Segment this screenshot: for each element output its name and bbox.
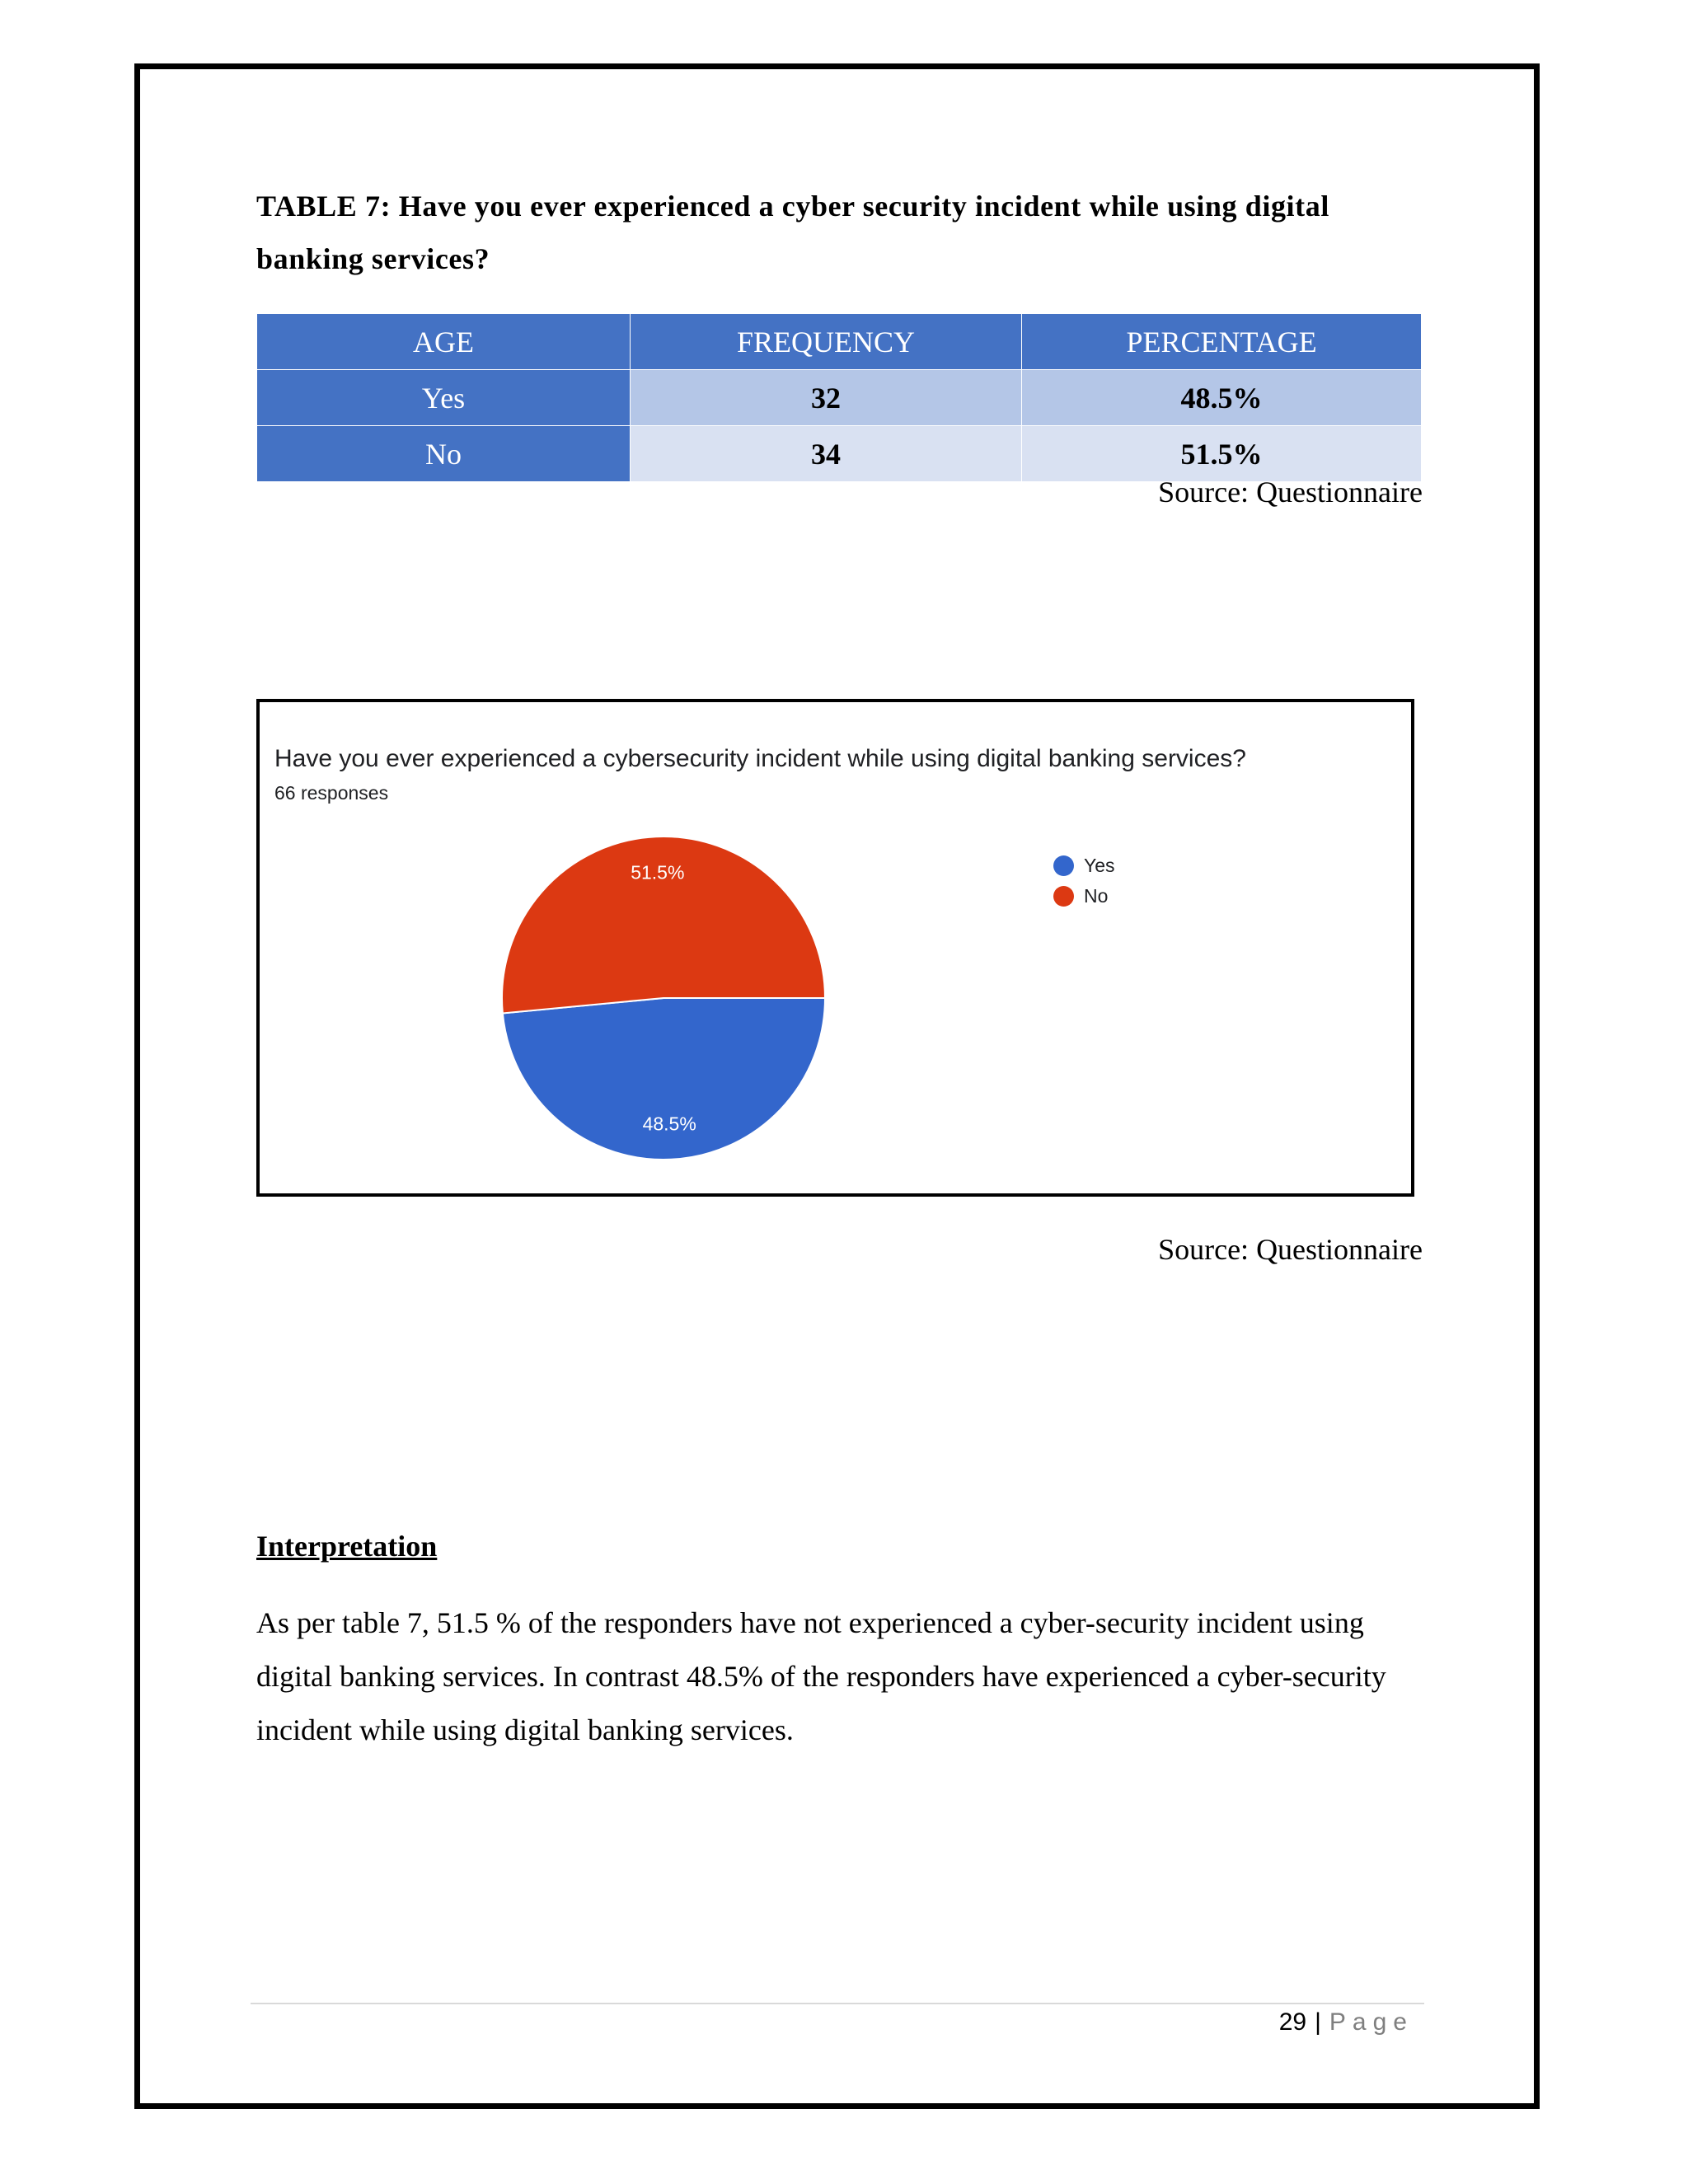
frequency-cell: 32 bbox=[631, 370, 1022, 426]
pie-slice-yes bbox=[503, 998, 825, 1160]
percentage-cell: 48.5% bbox=[1022, 370, 1422, 426]
header-percentage: PERCENTAGE bbox=[1022, 314, 1422, 370]
slice-label-yes: 48.5% bbox=[642, 1113, 696, 1135]
legend-label: No bbox=[1084, 885, 1109, 907]
legend-swatch bbox=[1053, 855, 1074, 876]
row-label: Yes bbox=[257, 370, 631, 426]
chart-source: Source: Questionnaire bbox=[1158, 1233, 1423, 1266]
page-word: Page bbox=[1329, 2008, 1414, 2036]
chart-subtitle: 66 responses bbox=[274, 782, 389, 804]
page-footer bbox=[1279, 2008, 1414, 2036]
footer-separator: | bbox=[1315, 2008, 1321, 2036]
footer-rule bbox=[251, 2003, 1424, 2004]
table-header-row bbox=[257, 314, 1422, 370]
slice-label-no: 51.5% bbox=[631, 861, 685, 883]
legend-label: Yes bbox=[1084, 855, 1115, 876]
table-row bbox=[257, 426, 1422, 482]
page-number: 29 bbox=[1278, 2008, 1307, 2036]
frequency-cell: 34 bbox=[631, 426, 1022, 482]
percentage-cell: 51.5% bbox=[1022, 426, 1422, 482]
chart-legend bbox=[1053, 851, 1115, 912]
row-label: No bbox=[257, 426, 631, 482]
chart-title: Have you ever experienced a cybersecurity incident while using digital banking services? bbox=[274, 745, 1246, 772]
header-age: AGE bbox=[257, 314, 631, 370]
legend-item-no bbox=[1053, 881, 1115, 912]
table-caption: TABLE 7: Have you ever experienced a cyber security incident while using digital banking services? bbox=[256, 190, 1329, 275]
pie-chart bbox=[260, 702, 1411, 1193]
legend-item-yes bbox=[1053, 851, 1115, 881]
legend-swatch bbox=[1053, 886, 1074, 907]
pie-chart-frame bbox=[256, 699, 1414, 1197]
frequency-table bbox=[256, 313, 1422, 482]
table-source: Source: Questionnaire bbox=[1158, 476, 1423, 509]
table-row bbox=[257, 370, 1422, 426]
header-frequency: FREQUENCY bbox=[631, 314, 1022, 370]
interpretation-paragraph: As per table 7, 51.5 % of the responders have not experienced a cyber-security incident using digital banking services. In contrast 48.5% of the responders have experienced a cyber-security incident while using digital banking services. bbox=[256, 1606, 1386, 1746]
interpretation-heading: Interpretation bbox=[256, 1530, 438, 1563]
